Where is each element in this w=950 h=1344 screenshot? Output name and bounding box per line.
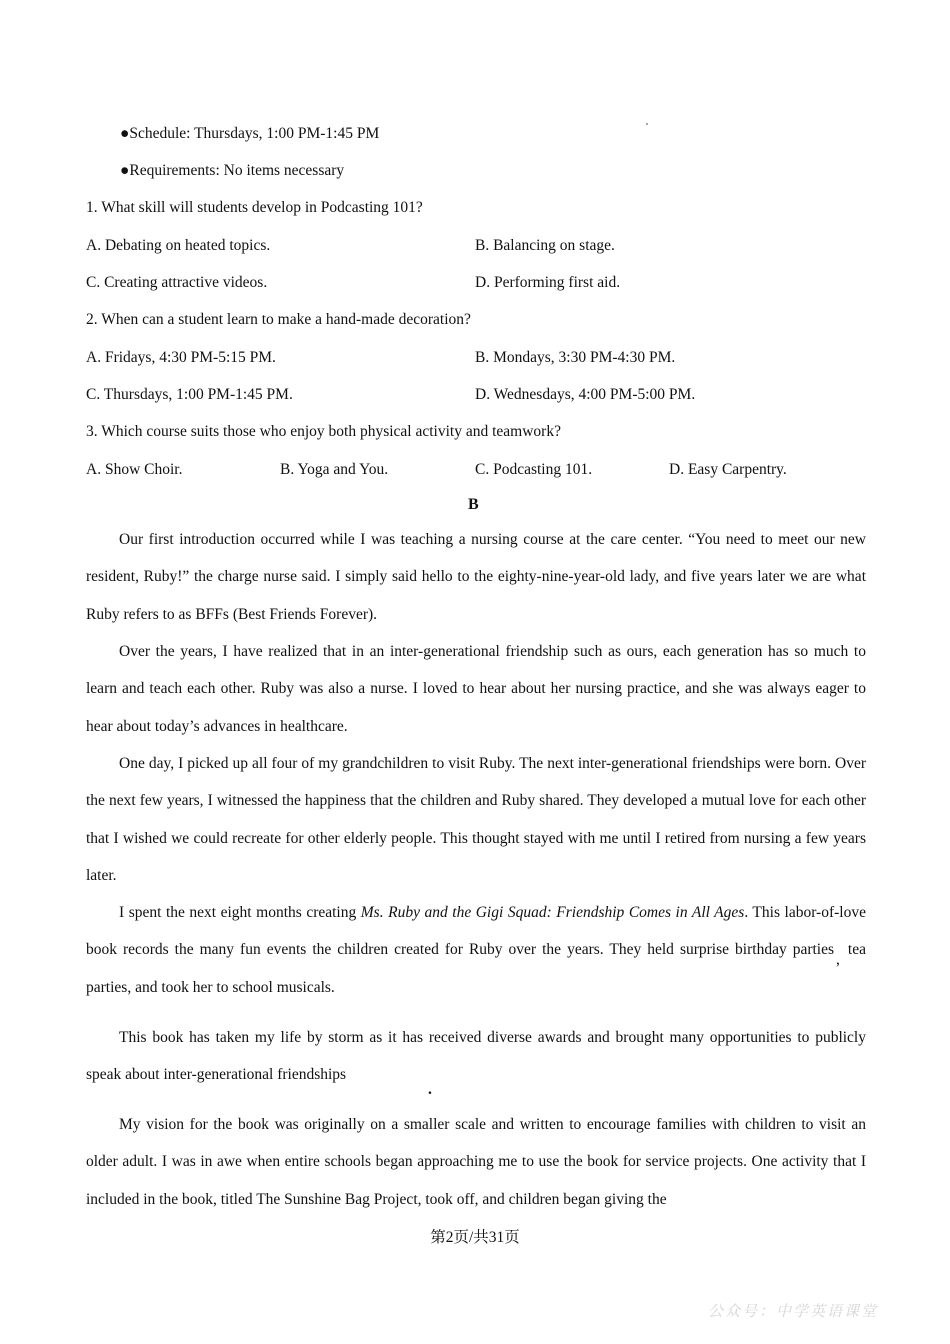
question-3-option-c: C. Podcasting 101. xyxy=(475,461,593,478)
page-footer: 第2页/共31页 xyxy=(430,1229,520,1246)
passage-paragraph-1 xyxy=(86,521,866,633)
question-3-option-a: A. Show Choir. xyxy=(86,461,183,478)
question-2-option-b: B. Mondays, 3:30 PM-4:30 PM. xyxy=(475,349,676,366)
passage-paragraph-3 xyxy=(86,745,866,895)
requirements-line: ●Requirements: No items necessary xyxy=(120,162,345,179)
book-title: Ms. Ruby and the Gigi Squad: Friendship Comes in All Ages xyxy=(360,904,745,921)
paragraph-4-text-start: I spent the next eight months creating xyxy=(119,904,361,921)
question-1-option-a: A. Debating on heated topics. xyxy=(86,237,271,254)
paragraph-2-text: Over the years, I have realized that in an inter-generational friendship such as ours, each generation has so much to learn and teach each other. Ruby was also a nurse. I loved to hear about her nursing practice, and she was always eager to hear about today’s advances in healthcare. xyxy=(86,643,866,735)
question-3: 3. Which course suits those who enjoy both physical activity and teamwork? xyxy=(86,423,561,440)
question-1-option-c: C. Creating attractive videos. xyxy=(86,274,268,291)
question-2-option-d: D. Wednesdays, 4:00 PM-5:00 PM. xyxy=(475,386,696,403)
paragraph-4-text-end: tea parties, and took her to school musicals. xyxy=(86,941,866,996)
question-3-option-b: B. Yoga and You. xyxy=(280,461,389,478)
question-2: 2. When can a student learn to make a hand-made decoration? xyxy=(86,311,471,328)
question-2-option-c: C. Thursdays, 1:00 PM-1:45 PM. xyxy=(86,386,293,403)
passage-paragraph-6 xyxy=(86,1106,866,1218)
paragraph-4-comma: , xyxy=(836,951,840,969)
paragraph-4-text-middle: . This labor-of-love book records the many fun events the children created for Ruby over the years. They held surprise birthday parties xyxy=(86,904,866,959)
watermark: 公众号：中学英语课堂 xyxy=(708,1302,879,1320)
passage-paragraph-2 xyxy=(86,633,866,745)
paragraph-3-text: One day, I picked up all four of my grandchildren to visit Ruby. The next inter-generational friendships were born. Over the next few years, I witnessed the happiness that the children and Ruby shared. They developed a mutual love for each other that I wished we could recreate for other elderly people. This thought stayed with me until I retired from nursing a few years later. xyxy=(86,755,866,885)
question-1-option-d: D. Performing first aid. xyxy=(475,274,621,291)
paragraph-6-text: My vision for the book was originally on a smaller scale and written to encourage families with children to visit an older adult. I was in awe when entire schools began approaching me to use the book for service projects. One activity that I included in the book, titled The Sunshine Bag Project, took off, and children began giving the xyxy=(86,1116,866,1208)
passage-paragraph-5 xyxy=(86,1019,866,1094)
question-3-option-d: D. Easy Carpentry. xyxy=(669,461,787,478)
stray-dot xyxy=(646,123,648,125)
schedule-line: ●Schedule: Thursdays, 1:00 PM-1:45 PM xyxy=(120,125,380,142)
paragraph-5-period: . xyxy=(428,1081,432,1098)
section-b-heading: B xyxy=(468,496,479,513)
paragraph-1-text: Our first introduction occurred while I was teaching a nursing course at the care center. “You need to meet our new resident, Ruby!” the charge nurse said. I simply said hello to the eighty-nine-year-old lady, and five years later we are what Ruby refers to as BFFs (Best Friends Forever). xyxy=(86,531,866,623)
passage-paragraph-4 xyxy=(86,894,866,1006)
question-1-option-b: B. Balancing on stage. xyxy=(475,237,615,254)
question-2-option-a: A. Fridays, 4:30 PM-5:15 PM. xyxy=(86,349,276,366)
question-1: 1. What skill will students develop in Podcasting 101? xyxy=(86,199,423,216)
paragraph-5-text: This book has taken my life by storm as it has received diverse awards and brought many opportunities to publicly speak about inter-generational friendships xyxy=(86,1029,866,1084)
